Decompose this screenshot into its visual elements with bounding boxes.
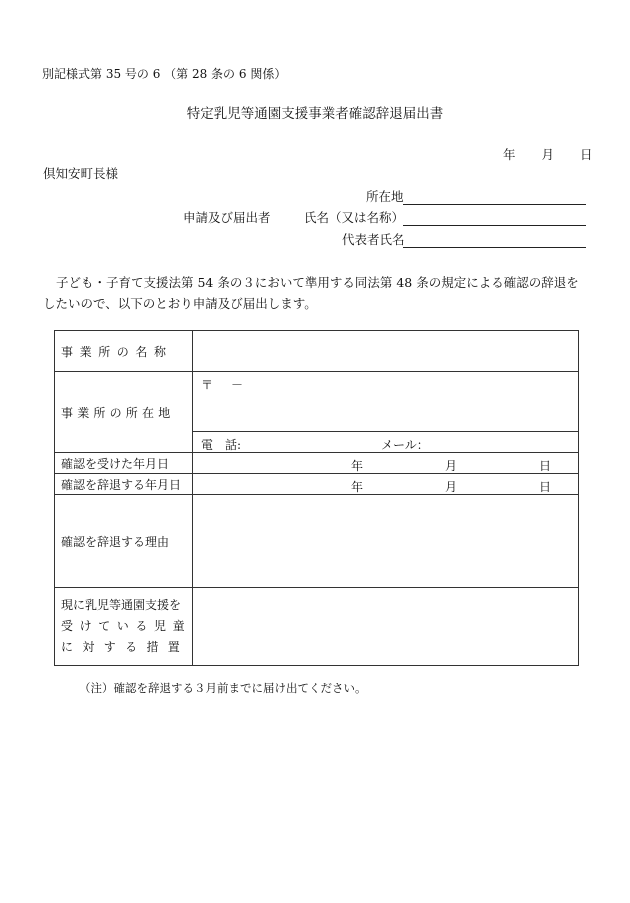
- office-name-field[interactable]: [193, 331, 579, 372]
- withdraw-month: 月: [445, 480, 458, 494]
- measures-label: 現に乳児等通園支援を 受けている児童 に対する措置: [55, 588, 193, 666]
- representative-underline[interactable]: [403, 247, 586, 248]
- form-title: 特定乳児等通園支援事業者確認辞退届出書: [186, 106, 444, 122]
- confirmed-date-label: 確認を受けた年月日: [55, 453, 193, 474]
- addressee: 倶知安町長様: [43, 166, 119, 181]
- address-label: 所在地: [366, 189, 404, 204]
- withdraw-date-field[interactable]: [193, 474, 579, 495]
- address-underline[interactable]: [403, 204, 586, 205]
- postal-mark: 〒: [201, 378, 214, 392]
- reason-field[interactable]: [193, 495, 579, 588]
- measures-field[interactable]: [193, 588, 579, 666]
- reason-label: 確認を辞退する理由: [55, 495, 193, 588]
- confirmed-year: 年: [351, 459, 364, 473]
- phone-label: 電 話:: [201, 437, 242, 452]
- applicant-role: 申請及び届出者: [183, 210, 271, 225]
- withdraw-year: 年: [351, 480, 364, 494]
- body-paragraph: 子ども・子育て支援法第 54 条の３において準用する同法第 48 条の規定による確認の辞退をしたいので、以下のとおり申請及び届出します。: [43, 275, 579, 311]
- representative-label: 代表者氏名: [342, 232, 405, 247]
- confirmed-month: 月: [445, 459, 458, 473]
- name-label: 氏名（又は名称）: [304, 210, 405, 225]
- withdraw-day: 日: [539, 480, 552, 494]
- postal-address-field[interactable]: [193, 372, 579, 432]
- withdraw-date-label: 確認を辞退する年月日: [55, 474, 193, 495]
- email-label: メール：: [381, 437, 429, 452]
- office-address-label: 事業所の所在地: [55, 372, 193, 453]
- date-month: 月: [541, 147, 555, 162]
- contact-field[interactable]: [193, 432, 579, 453]
- date-day: 日: [580, 147, 593, 162]
- form-number: 別記様式第 35 号の 6 （第 28 条の 6 関係）: [42, 67, 287, 81]
- submission-date: [503, 149, 593, 162]
- footnote: （注）確認を辞退する３月前までに届け出てください。: [79, 681, 367, 695]
- name-underline[interactable]: [403, 225, 586, 226]
- date-year: 年: [503, 147, 516, 162]
- office-name-label: 事業所の名称: [55, 331, 193, 372]
- withdrawal-form-table: [54, 330, 579, 666]
- confirmed-date-field[interactable]: [193, 453, 579, 474]
- confirmed-day: 日: [539, 459, 552, 473]
- postal-dash: －: [231, 378, 244, 392]
